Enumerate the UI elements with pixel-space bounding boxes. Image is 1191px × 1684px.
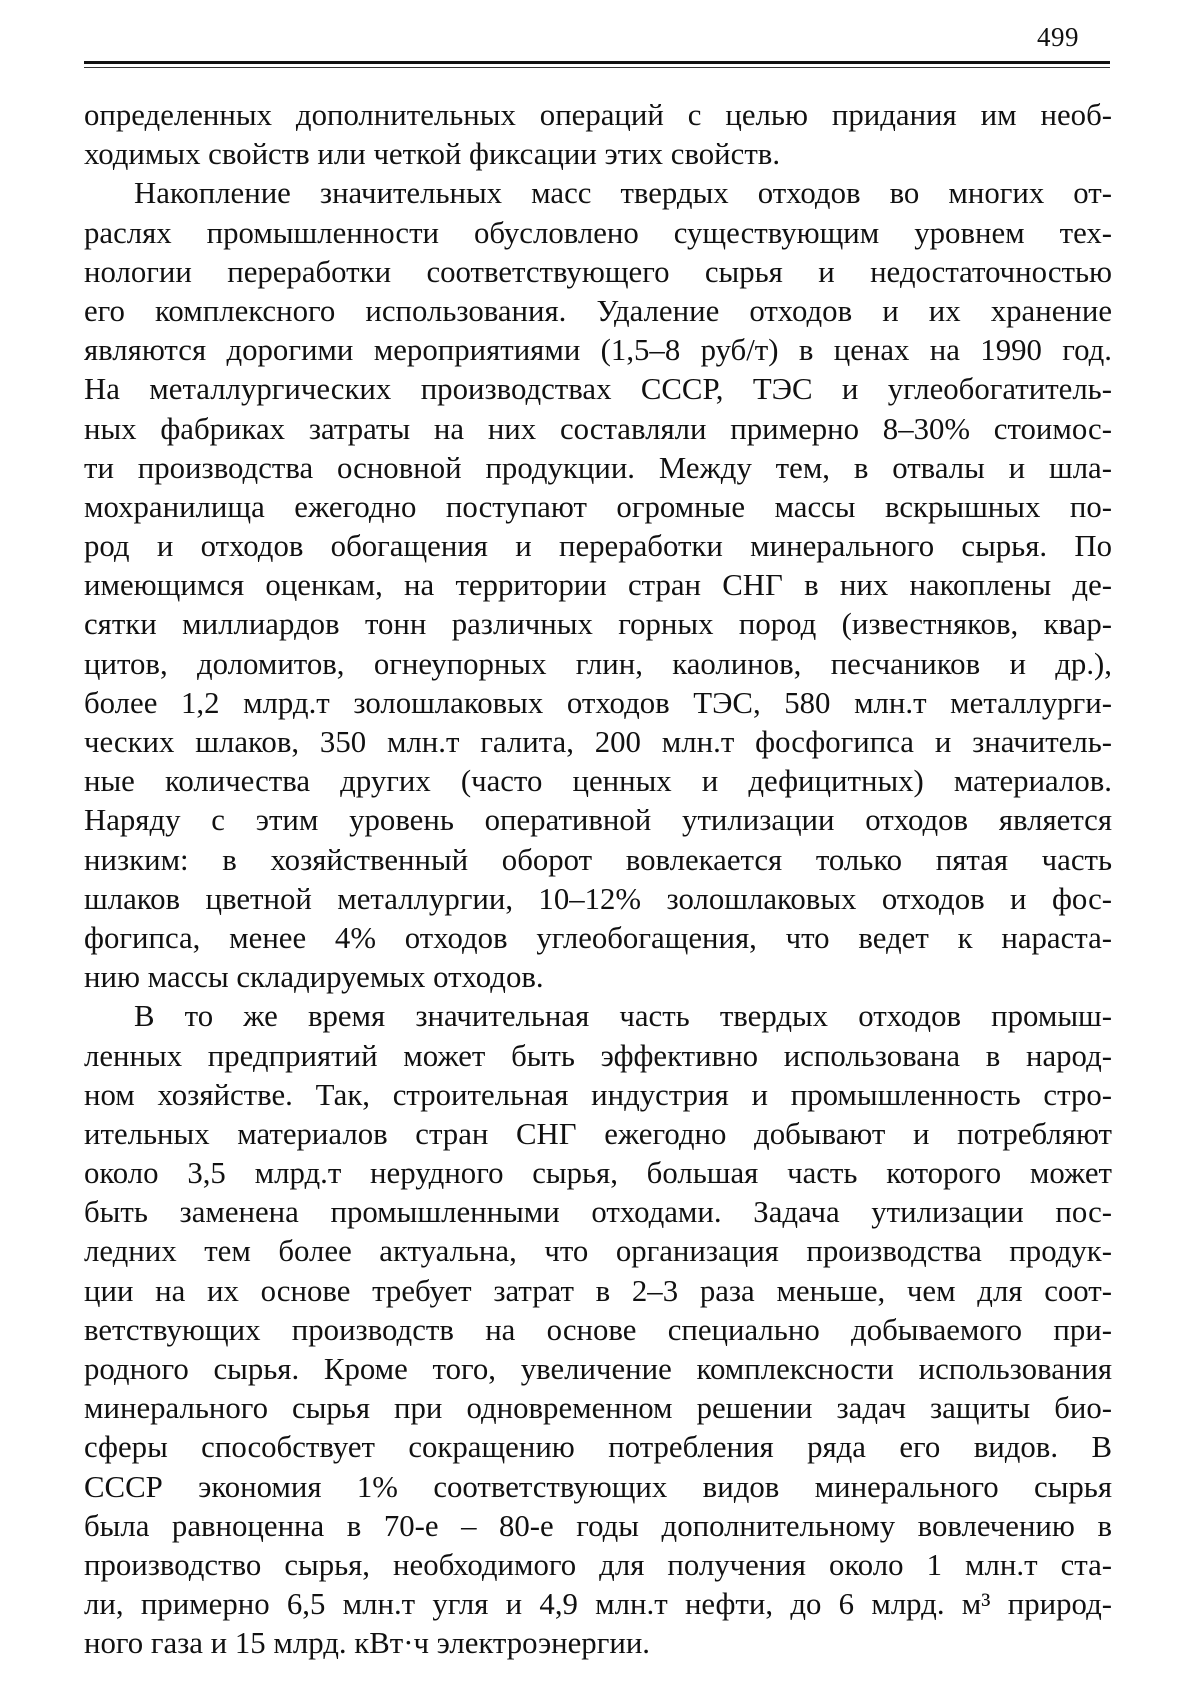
text-line: шлаков цветной металлургии, 10–12% золошлаковых отходов и фос-	[84, 881, 1112, 916]
text-line: ные количества других (часто ценных и дефицитных) материалов.	[84, 764, 1112, 799]
text-line: В то же время значительная часть твердых отходов промыш-	[134, 999, 1112, 1034]
text-line: производство сырья, необходимого для получения около 1 млн.т ста-	[84, 1547, 1112, 1582]
text-line: более 1,2 млрд.т золошлаковых отходов ТЭС, 580 млн.т металлурги-	[84, 685, 1112, 720]
text-line: минерального сырья при одновременном решении задач защиты био-	[84, 1391, 1112, 1426]
text-line: ти производства основной продукции. Между тем, в отвалы и шла-	[84, 450, 1112, 485]
text-line: быть заменена промышленными отходами. Задача утилизации пос-	[84, 1195, 1112, 1230]
text-line: около 3,5 млрд.т нерудного сырья, большая часть которого может	[84, 1156, 1112, 1191]
text-line: сферы способствует сокращению потребления ряда его видов. В	[84, 1430, 1112, 1465]
paragraph	[84, 96, 1112, 174]
text-line: его комплексного использования. Удаление отходов и их хранение	[84, 293, 1112, 328]
page-number: 499	[1037, 22, 1079, 52]
text-line: являются дорогими мероприятиями (1,5–8 руб/т) в ценах на 1990 год.	[84, 333, 1112, 368]
text-line: сятки миллиардов тонн различных горных пород (известняков, квар-	[84, 607, 1112, 642]
text-line: мохранилища ежегодно поступают огромные массы вскрышных по-	[84, 489, 1112, 524]
text-line: ном хозяйстве. Так, строительная индустрия и промышленность стро-	[84, 1077, 1112, 1112]
text-line: низким: в хозяйственный оборот вовлекается только пятая часть	[84, 842, 1112, 877]
text-line: Накопление значительных масс твердых отходов во многих от-	[134, 176, 1112, 211]
text-line: нологии переработки соответствующего сырья и недостаточностью	[84, 254, 1112, 289]
paragraph	[84, 997, 1112, 1663]
text-line: фогипса, менее 4% отходов углеобогащения, что ведет к нараста-	[84, 920, 1112, 955]
text-line: определенных дополнительных операций с целью придания им необ-	[84, 98, 1112, 132]
text-line: нию массы складируемых отходов.	[84, 960, 544, 995]
text-line: Наряду с этим уровень оперативной утилизации отходов является	[84, 803, 1112, 838]
text-line: ли, примерно 6,5 млн.т угля и 4,9 млн.т нефти, до 6 млрд. м³ природ-	[84, 1587, 1112, 1622]
text-line: ледних тем более актуальна, что организация производства продук-	[84, 1234, 1112, 1269]
text-line: ции на их основе требует затрат в 2–3 раза меньше, чем для соот-	[84, 1273, 1112, 1308]
header-rule	[84, 61, 1110, 64]
text-line: цитов, доломитов, огнеупорных глин, каолинов, песчаников и др.),	[84, 646, 1112, 681]
text-line: ческих шлаков, 350 млн.т галита, 200 млн.т фосфогипса и значитель-	[84, 725, 1112, 759]
paragraph	[84, 174, 1112, 997]
text-line: ходимых свойств или четкой фиксации этих свойств.	[84, 137, 781, 172]
text-line: имеющимся оценкам, на территории стран СНГ в них накоплены де-	[84, 568, 1112, 603]
text-line: СССР экономия 1% соответствующих видов минерального сырья	[84, 1469, 1112, 1504]
text-line: ного газа и 15 млрд. кВт·ч электроэнергии.	[84, 1626, 650, 1661]
text-line: На металлургических производствах СССР, ТЭС и углеобогатитель-	[84, 372, 1112, 407]
text-line: была равноценна в 70-е – 80-е годы дополнительному вовлечению в	[84, 1508, 1112, 1543]
text-line: раслях промышленности обусловлено существующим уровнем тех-	[84, 215, 1112, 250]
text-line: родного сырья. Кроме того, увеличение комплексности использования	[84, 1352, 1112, 1386]
body-text	[84, 96, 1112, 1664]
text-line: ных фабриках затраты на них составляли примерно 8–30% стоимос-	[84, 411, 1112, 446]
text-line: род и отходов обогащения и переработки минерального сырья. По	[84, 529, 1112, 564]
text-line: ветствующих производств на основе специально добываемого при-	[84, 1312, 1112, 1347]
text-line: ленных предприятий может быть эффективно использована в народ-	[84, 1038, 1112, 1073]
text-line: ительных материалов стран СНГ ежегодно добывают и потребляют	[84, 1116, 1112, 1151]
